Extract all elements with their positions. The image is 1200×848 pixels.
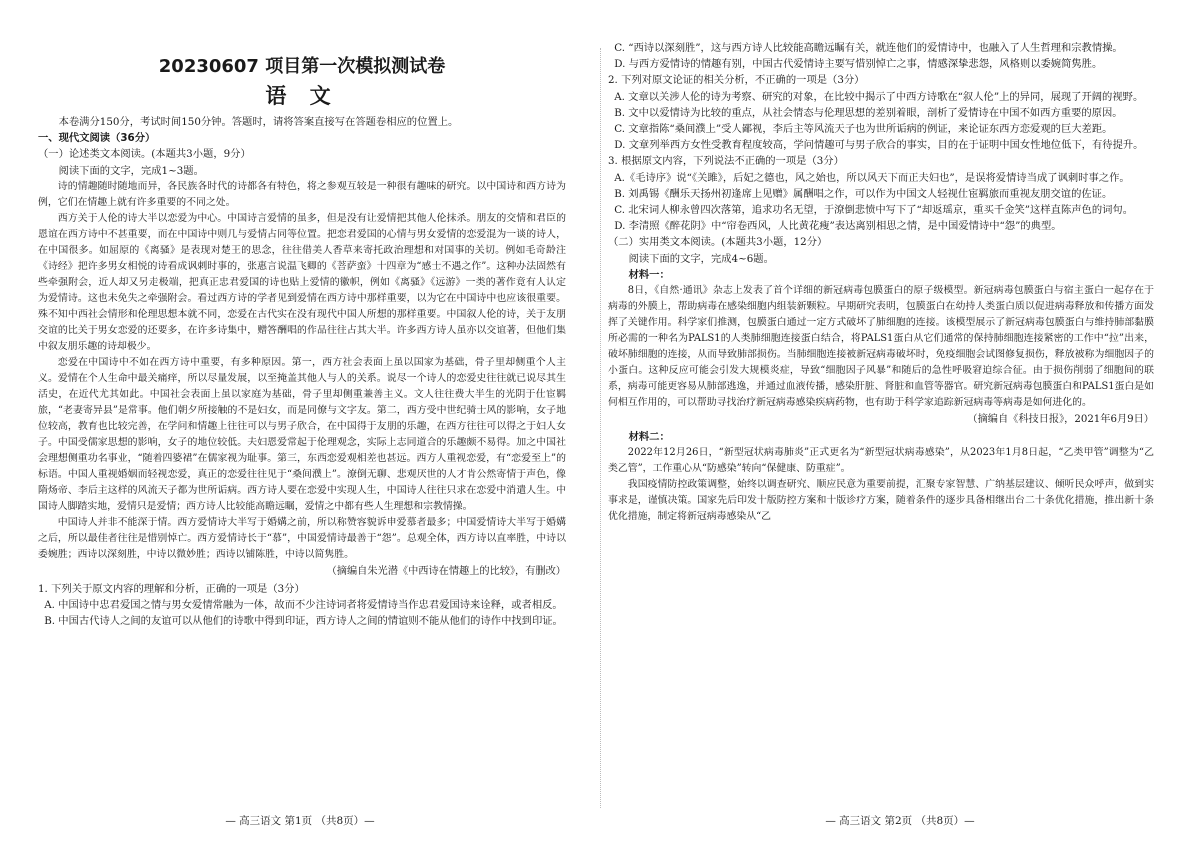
passage-paragraph: 中国诗人并非不能深于情。西方爱情诗大半写于婚媾之前，所以称赞容貌诉申爱慕者最多；中国爱情诗大半写于婚媾之后，所以最佳者往往是惜别悼亡。西方爱情诗长于“慕”，中国爱情诗最善于“怨”。总观全体，西方诗以直率胜，中诗以委婉胜；西诗以深刻胜，中诗以微妙胜；西诗以铺陈胜，中诗以简隽胜。 [38, 516, 566, 560]
passage-paragraph: 诗的情趣随时随地而异，各民族各时代的诗都各有特色，将之参观互较是一种很有趣味的研究。以中国诗和西方诗为例，它们在情趣上就有许多重要的不同之处。 [38, 180, 566, 208]
question-2-option-d: D. 文章列举西方女性受教育程度较高，学问情趣可与男子欣合的事实，目的在于证明中国女性地位低下，有待提升。 [614, 139, 1144, 152]
question-2-option-a: A. 文章以关涉人伦的诗为考察、研究的对象，在比较中揭示了中西方诗歌在“叙人伦”上的异同，展现了开阔的视野。 [614, 90, 1144, 103]
page-two-footer: — 高三语文 第2页 （共8页）— [825, 815, 975, 827]
passage-paragraph: 西方关于人伦的诗大半以恋爱为中心。中国诗言爱情的虽多，但是没有让爱情把其他人伦抹杀。朋友的交情和君臣的恩谊在西方诗中不甚重要，而在中国诗中则几与爱情占同等位置。把恋君爱国的心情与男女爱情的恋爱混为一谈的诗人，在中国很多。如屈原的《离骚》是表现对楚王的思念，往往借美人香草来寄托政治理想和对国事的关切。例如毛奇龄注《诗经》把许多男女相悦的诗看成讽刺时事的，张惠言说温飞卿的《菩萨蛮》十四章为“感士不遇之作”。这种办法固然有些牵强附会，近人却又另走极端，把真正忠君爱国的诗也贴上爱情的徽帜，例如《离骚》《远游》一类的著作竟有人认定为爱情诗。这也未免失之牵强附会。看过西方诗的学者见到爱情在西方诗中那样重要，以为它在中国诗中也应该很重要。殊不知中西社会情形和伦理思想本就不同，恋爱在古代实在没有现代中国人所想的那样重要。中国叙人伦的诗，关于友朋交谊的比关于男女恋爱的还要多，在许多诗集中，赠答酬唱的作品往往占其大半。许多西方诗人虽亦以交谊著，但他们集中叙友朋乐趣的诗却极少。 [38, 212, 566, 352]
page-one-footer: — 高三语文 第1页 （共8页）— [225, 815, 375, 827]
question-1-option-c: C. “西诗以深刻胜”，这与西方诗人比较能高瞻远瞩有关，就连他们的爱情诗中，也融入了人生哲理和宗教情操。 [614, 42, 1123, 54]
material-two [608, 445, 1154, 525]
question-1-stem: 1. 下列关于原文内容的理解和分析，正确的一项是（3分） [38, 582, 305, 595]
question-2-stem: 2. 下列对原文论证的相关分析，不正确的一项是（3分） [608, 74, 865, 87]
question-2-option-c: C. 文章指陈“桑间濮上”受人鄙视，李后主等风流天子也为世所诟病的例证，来论证东西方恋爱观的巨大差距。 [614, 123, 1113, 136]
question-2-option-b: B. 文中以爱情诗为比较的重点，从社会情态与伦理思想的差别着眼，剖析了爱情诗在中国不如西方重要的原因。 [614, 106, 1123, 119]
page-one [38, 40, 580, 830]
material-two-paragraph: 2022年12月26日，“新型冠状病毒肺炎”正式更名为“新型冠状病毒感染”，从2023年1月8日起，“乙类甲管”调整为“乙类乙管”，工作重心从“防感染”转向“保健康、防重症”。 [608, 447, 1154, 475]
question-1-option-a: A. 中国诗中忠君爱国之情与男女爱情常融为一体，故而不少注诗词者将爱情诗当作忠君爱国诗来诠释，或者相反。 [44, 599, 563, 612]
part-two-heading: （二）实用类文本阅读。(本题共3小题，12分） [608, 236, 828, 249]
exam-notice: 本卷满分150分，考试时间150分钟。答题时，请将答案直接写在答题卷相应的位置上。 [58, 116, 459, 128]
material-one [608, 283, 1154, 411]
reading-instruction: 阅读下面的文字，完成1~3题。 [58, 164, 204, 177]
exam-title: 20230607 项目第一次模拟测试卷 [158, 56, 446, 77]
question-3-stem: 3. 根据原文内容，下列说法不正确的一项是（3分） [608, 155, 844, 168]
question-3-option-c: C. 北宋词人柳永曾四次落第，追求功名无望，于潦倒悲愤中写下了“却返瑶京，重买千金笑”这样直陈声色的词句。 [614, 204, 1134, 217]
question-1-option-b: B. 中国古代诗人之间的友谊可以从他们的诗歌中得到印证，西方诗人之间的情谊则不能从他们的诗作中找到印证。 [44, 615, 563, 628]
question-1-option-d: D. 与西方爱情诗的情趣有别，中国古代爱情诗主要写惜别悼亡之事，情感深挚悲怨，风格则以委婉简隽胜。 [614, 58, 1103, 71]
part-one-heading: （一）论述类文本阅读。(本题共3小题，9分） [38, 148, 251, 161]
passage-source: （摘编自朱光潜《中西诗在情趣上的比较》，有删改） [326, 565, 566, 577]
page-two [608, 40, 1154, 830]
section-one-heading: 一、现代文阅读（36分） [38, 132, 156, 145]
material-two-label: 材料二： [628, 431, 670, 444]
question-3-option-a: A.《毛诗序》说“《关雎》，后妃之德也，风之始也，所以风天下而正夫妇也”，是误将爱情诗当成了讽刺时事之作。 [614, 171, 1130, 184]
material-one-text: 8日，《自然·通讯》杂志上发表了首个详细的新冠病毒包膜蛋白的原子级模型。新冠病毒包膜蛋白与宿主蛋白一起存在于病毒的外膜上，帮助病毒在感染细胞内组装新颗粒。早期研究表明，包膜蛋白在幼持人类蛋白质以促进病毒释放和传播方面发挥了关键作用。科学家们推测，包膜蛋白通过一定方式破坏了肺细胞的连接。该模型展示了新冠病毒包膜蛋白与维持肺部黏膜所必需的一种名为PALS1的人类肺细胞连接蛋白结合，将PALS1蛋白从它们通常的保持肺细胞连接紧密的工作中“拉”出来，破坏肺细胞的连接，从而导致肺部损伤。当肺细胞连接被新冠病毒破坏时，免疫细胞会试图修复损伤，释放被称为细胞因子的小蛋白。这种反应可能会引发大规模炎症，导致“细胞因子风暴”和随后的急性呼吸窘迫综合征。由于损伤削弱了细胞间的联系，病毒可能更容易从肺部逃逸，并通过血液传播，感染肝脏、肾脏和血管等器官。研究新冠病毒包膜蛋白和PALS1蛋白是如何相互作用的，可以帮助寻找治疗新冠病毒感染疾病药物，也有助于科学家追踪新冠病毒等病毒是如何进化的。 [608, 285, 1154, 409]
question-3-option-b: B. 刘禹锡《酬乐天扬州初逢席上见赠》属酬唱之作，可以作为中国文人轻视仕宦羁旅而重视友朋交谊的佐证。 [614, 187, 1113, 200]
passage-paragraph: 恋爱在中国诗中不如在西方诗中重要，有多种原因。第一，西方社会表面上虽以国家为基础，骨子里却侧重个人主义。爱情在个人生命中最关痛痒，所以尽量发展，以至掩盖其他人与人的关系。说尽一个诗人的恋爱史往往就已说尽其生活史，在近代尤其如此。中国社会表面上虽以家庭为基础，骨子里却侧重兼善主义。文人往往费大半生的光阴于仕宦羁旅，“老妻寄异县”是常事。他们朝夕所接触的不是妇女，而是同僚与文字友。第二，西方受中世纪骑士风的影响，女子地位较高，教育也比较完善，在学问和情趣上往往可以与男子欣合，在中国得于友朋的乐趣，在西方往往可以得之于妇人女子。中国受儒家思想的影响，女子的地位较低。夫妇恩爱常起于伦理观念，实际上志同道合的乐趣颇不易得。加之中国社会理想侧重功名事业，“随着四婆裙”在儒家视为耻事。第三，东西恋爱观相差也甚远。西方人重视恋爱，有“恋爱至上”的标语。中国人重视婚姻而轻视恋爱，真正的恋爱往往见于“桑间濮上”。潦倒无聊、悲观厌世的人才肯公然寄情于声色，像隋炀帝、李后主这样的风流天子都为世所诟病。西方诗人要在恋爱中实现人生，中国诗人往往只求在恋爱中消遣人生。中国诗人脚踏实地，爱情只是爱情；西方诗人比较能高瞻远瞩，爱情之中都有些人生理想和宗教情操。 [38, 356, 566, 512]
material-two-paragraph: 我国疫情防控政策调整，始终以调查研究、顺应民意为重要前提，汇聚专家智慧、广纳基层建议、倾听民众呼声，做到实事求是，谨慎决策。国家先后印发十版防控方案和十版诊疗方案，随着条件的逐步具备相继出台二十条优化措施，推出新十条优化措施，制定将新冠病毒感染从“乙 [608, 479, 1154, 523]
reading-passage [38, 179, 566, 563]
material-one-source: （摘编自《科技日报》，2021年6月9日） [967, 414, 1154, 426]
page-divider [600, 48, 601, 808]
reading-instruction-2: 阅读下面的文字，完成4~6题。 [628, 252, 774, 265]
question-3-option-d: D. 李清照《醉花阴》中“帘卷西风，人比黄花瘦”表达离别相思之情，是中国爱情诗中“怨”的典型。 [614, 220, 1062, 233]
subject-title: 语 文 [265, 84, 339, 108]
material-one-label: 材料一： [628, 268, 670, 281]
